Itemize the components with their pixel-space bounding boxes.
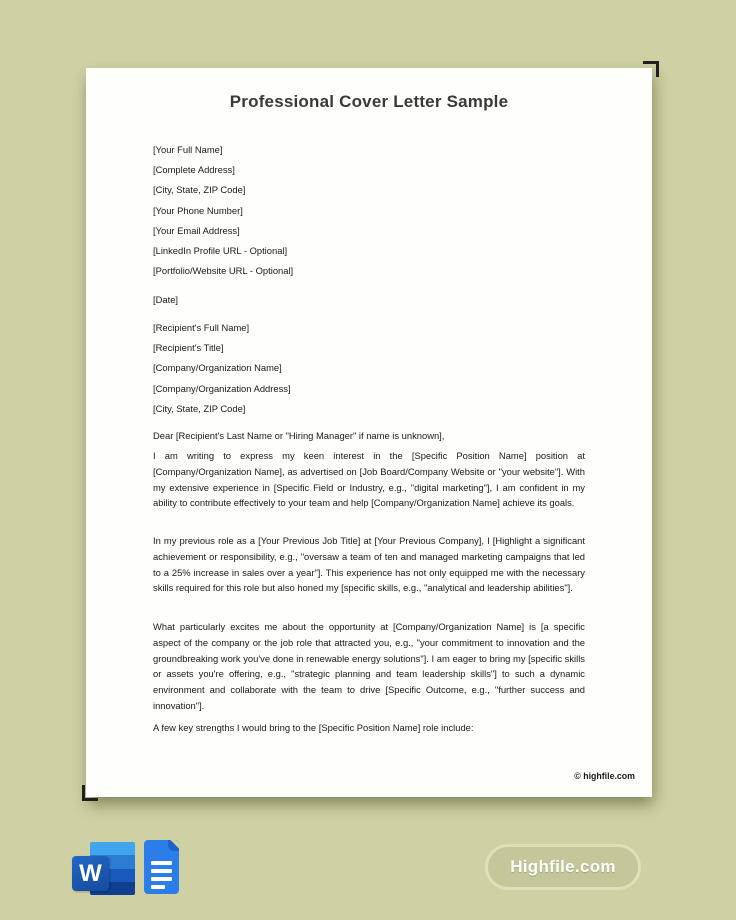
recipient-full-name: [Recipient's Full Name] [153, 322, 250, 333]
sender-city-state-zip: [City, State, ZIP Code] [153, 184, 246, 196]
sender-linkedin: [LinkedIn Profile URL - Optional] [153, 245, 288, 257]
copyright-credit: © highfile.com [574, 771, 635, 781]
strengths-intro-line: A few key strengths I would bring to the [Specific Position Name] role include: [153, 722, 474, 733]
word-letter-badge: W [72, 856, 109, 891]
sender-full-name: [Your Full Name] [153, 144, 223, 155]
word-icon[interactable] [72, 842, 136, 896]
docs-text-line [151, 869, 172, 873]
date-line: [Date] [153, 294, 179, 305]
recipient-info-block [153, 318, 585, 419]
body-paragraph-2: In my previous role as a [Your Previous Job Title] at [Your Previous Company], I [Highlight a significant achievement or responsibility, e.g., "oversaw a team of ten and managed marketing campaigns that led to a 25% increase in sales over a year"]. This experience has not only equipped me with the necessary skills required for this role but also honed my [specific skills, e.g., "analytical and leadership abilities"]. [153, 535, 585, 594]
page-title: Professional Cover Letter Sample [229, 92, 509, 111]
sender-portfolio: [Portfolio/Website URL - Optional] [153, 265, 294, 277]
document-page [86, 68, 652, 797]
docs-fold-corner [168, 840, 179, 851]
sender-phone: [Your Phone Number] [153, 204, 243, 216]
body-paragraph-3: What particularly excites me about the opportunity at [Company/Organization Name] is [a specific aspect of the company or the job role that attracted you, e.g., "your commitment to innovation and the groundbreaking work you've done in renewable energy solutions"]. I am eager to bring my [specific skills or assets you're offering, e.g., "strategic planning and team leadership skills"] to such a dynamic environment and collaborate with the team to drive [Specific Outcome, e.g., "further success and innovation"]. [153, 621, 585, 711]
docs-text-line [151, 861, 172, 865]
sender-address: [Complete Address] [153, 164, 235, 176]
word-band-1 [90, 842, 135, 855]
recipient-city-state-zip: [City, State, ZIP Code] [153, 402, 246, 414]
salutation-line: Dear [Recipient's Last Name or "Hiring Manager" if name is unknown], [153, 430, 445, 441]
recipient-company-address: [Company/Organization Address] [153, 382, 291, 394]
highfile-brand-button[interactable]: Highfile.com [485, 844, 641, 890]
sender-email: [Your Email Address] [153, 224, 240, 236]
corner-mark-top-right-icon [643, 61, 659, 77]
recipient-title: [Recipient's Title] [153, 342, 224, 354]
docs-text-line [151, 877, 172, 881]
docs-text-line [151, 885, 165, 889]
corner-mark-bottom-left-icon [82, 785, 98, 801]
google-docs-icon[interactable] [144, 840, 179, 894]
sender-info-block [153, 140, 585, 281]
body-paragraph-1: I am writing to express my keen interest in the [Specific Position Name] position at [Company/Organization Name], as advertised on [Job Board/Company Website or "your website"]. With my extensive experience in [Specific Field or Industry, e.g., "digital marketing"], I am confident in my ability to contribute effectively to your team and help [Company/Organization Name] achieve its goals. [153, 450, 585, 509]
recipient-company-name: [Company/Organization Name] [153, 362, 282, 374]
